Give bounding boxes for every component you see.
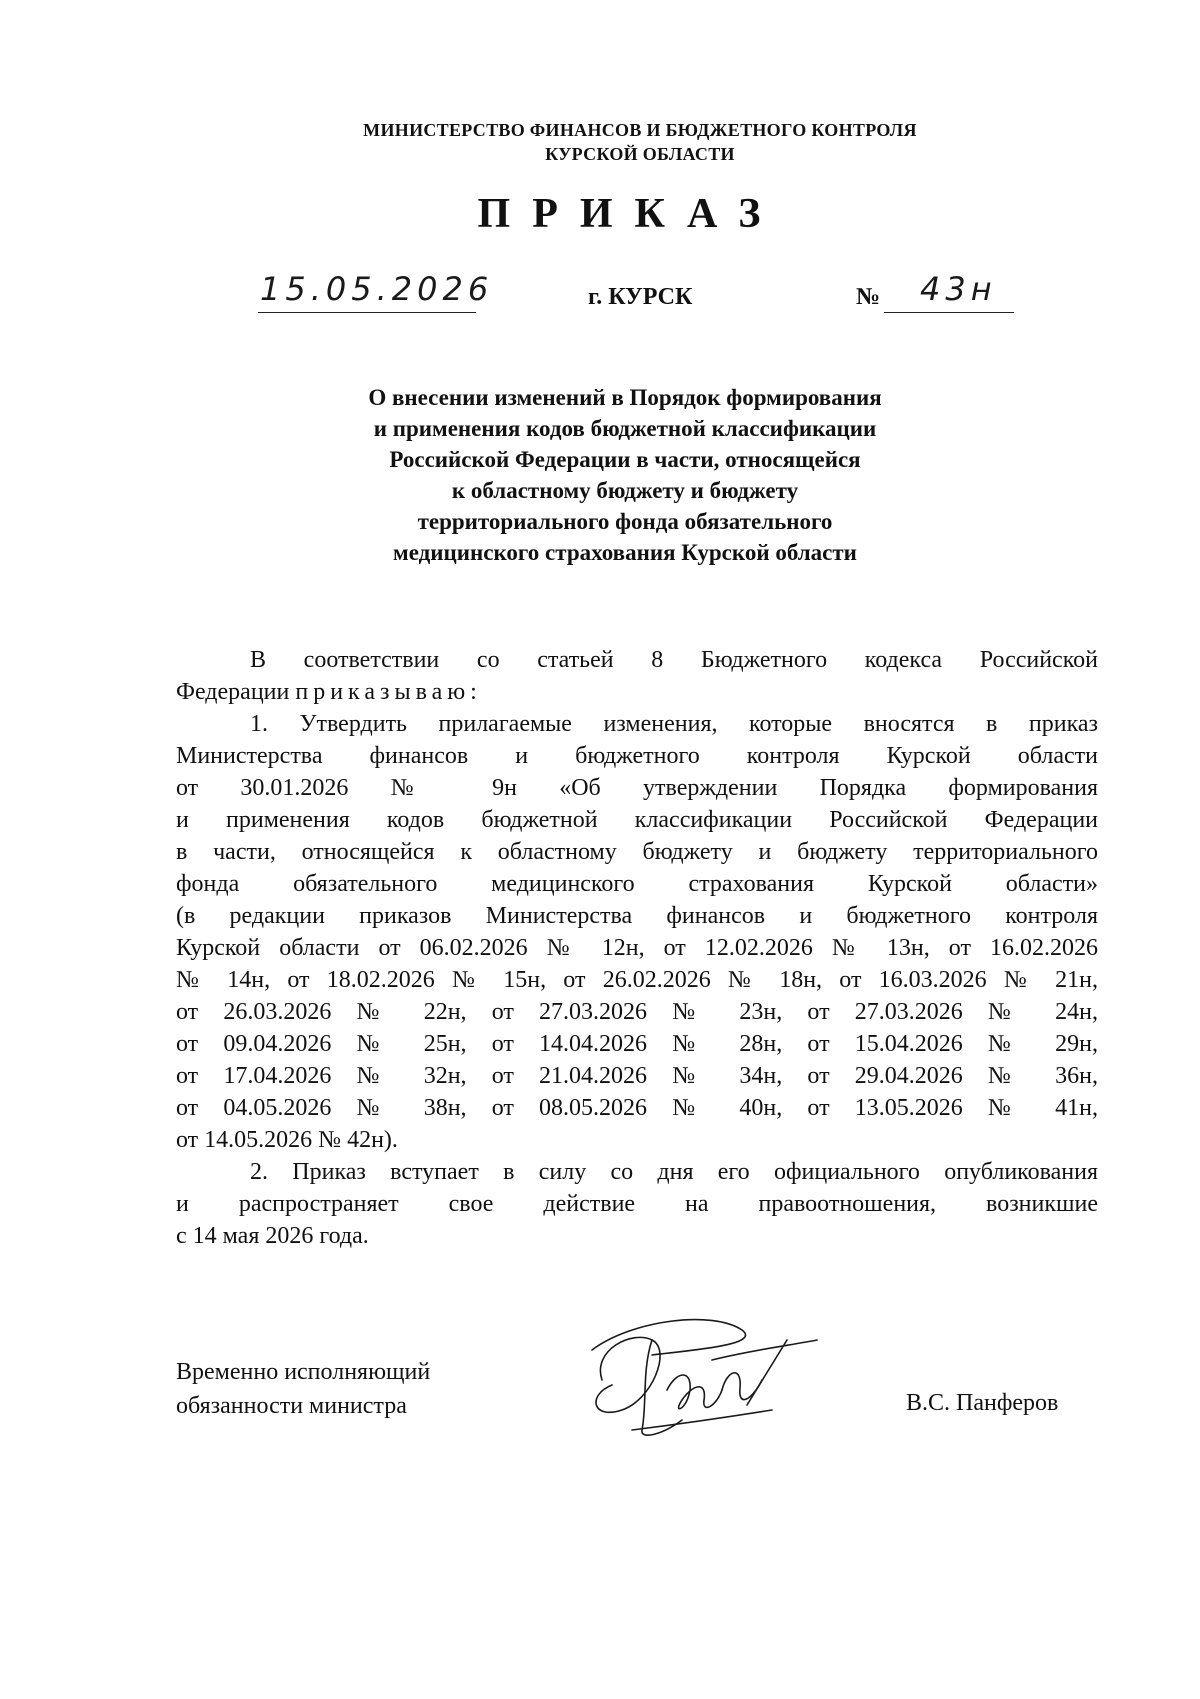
ministry-name-line2: КУРСКОЙ ОБЛАСТИ bbox=[545, 144, 735, 164]
document-subject bbox=[230, 382, 1020, 568]
item1-line: от 09.04.2026 № 25н, от 14.04.2026 № 28н, от 15.04.2026 № 29н, bbox=[176, 1031, 1098, 1057]
document-number: 43н bbox=[920, 270, 997, 308]
item1-line: и применения кодов бюджетной классификации Российской Федерации bbox=[176, 807, 1098, 833]
item1-line: от 14.05.2026 № 42н). bbox=[176, 1127, 398, 1153]
item2-line: с 14 мая 2026 года. bbox=[176, 1223, 369, 1249]
ministry-name-line1: МИНИСТЕРСТВО ФИНАНСОВ И БЮДЖЕТНОГО КОНТРОЛЯ bbox=[363, 120, 917, 140]
subject-line: Российской Федерации в части, относящейся bbox=[389, 447, 861, 472]
item1-line: № 14н, от 18.02.2026 № 15н, от 26.02.2026 № 18н, от 16.03.2026 № 21н, bbox=[176, 967, 1098, 993]
subject-line: О внесении изменений в Порядок формирования bbox=[368, 385, 882, 410]
item2-line: и распространяет свое действие на правоотношения, возникшие bbox=[176, 1191, 1098, 1217]
preamble-text: Федерации bbox=[176, 679, 296, 705]
signer-position-line: Временно исполняющий bbox=[176, 1359, 431, 1385]
item1-line: фонда обязательного медицинского страхования Курской области» bbox=[176, 871, 1098, 897]
document-title: ПРИКАЗ bbox=[477, 191, 783, 237]
item1-line: от 30.01.2026 № 9н «Об утверждении Порядка формирования bbox=[176, 775, 1098, 801]
item1-line: 1. Утвердить прилагаемые изменения, которые вносятся в приказ bbox=[250, 711, 1098, 737]
order-word: приказываю: bbox=[295, 679, 482, 705]
subject-line: к областному бюджету и бюджету bbox=[451, 478, 799, 503]
document-date: 15.05.2026 bbox=[260, 270, 494, 308]
item1-line: Министерства финансов и бюджетного контроля Курской области bbox=[176, 743, 1098, 769]
number-underline bbox=[884, 312, 1014, 313]
signer-name: В.С. Панферов bbox=[906, 1390, 1059, 1416]
subject-line: медицинского страхования Курской области bbox=[393, 540, 857, 565]
item1-line: от 26.03.2026 № 22н, от 27.03.2026 № 23н, от 27.03.2026 № 24н, bbox=[176, 999, 1098, 1025]
handwritten-signature bbox=[572, 1310, 822, 1450]
item1-line: от 04.05.2026 № 38н, от 08.05.2026 № 40н, от 13.05.2026 № 41н, bbox=[176, 1095, 1098, 1121]
item2-line: 2. Приказ вступает в силу со дня его официального опубликования bbox=[250, 1159, 1098, 1185]
number-sign: № bbox=[856, 284, 881, 310]
document-body bbox=[176, 644, 1098, 1252]
signer-position bbox=[176, 1355, 430, 1423]
date-number-line bbox=[0, 270, 1200, 330]
document-city: г. КУРСК bbox=[588, 284, 693, 310]
item1-line: (в редакции приказов Министерства финансов и бюджетного контроля bbox=[176, 903, 1098, 929]
preamble-line: В соответствии со статьей 8 Бюджетного кодекса Российской bbox=[250, 647, 1098, 673]
item1-line: Курской области от 06.02.2026 № 12н, от 12.02.2026 № 13н, от 16.02.2026 bbox=[176, 935, 1098, 961]
item1-line: от 17.04.2026 № 32н, от 21.04.2026 № 34н, от 29.04.2026 № 36н, bbox=[176, 1063, 1098, 1089]
date-underline bbox=[258, 312, 476, 313]
signer-position-line: обязанности министра bbox=[176, 1393, 407, 1419]
subject-line: территориального фонда обязательного bbox=[417, 509, 833, 534]
preamble-line bbox=[176, 676, 1098, 708]
item1-line: в части, относящейся к областному бюджету и бюджету территориального bbox=[176, 839, 1098, 865]
subject-line: и применения кодов бюджетной классификации bbox=[373, 416, 877, 441]
